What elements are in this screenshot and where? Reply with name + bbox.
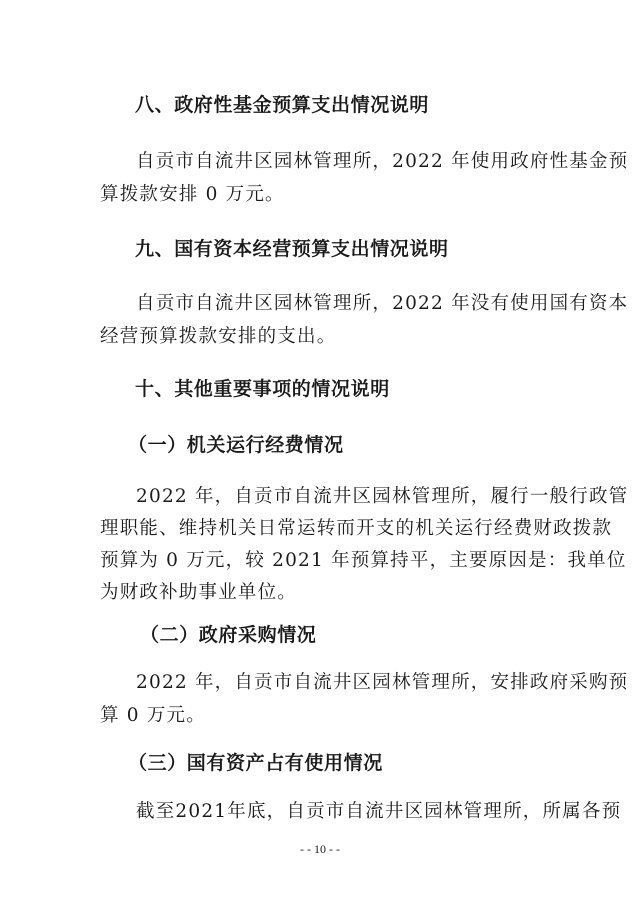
section-8-heading: 八、政府性基金预算支出情况说明 xyxy=(135,94,430,116)
section-8-line-1: 自贡市自流井区园林管理所，2022 年使用政府性基金预 xyxy=(136,151,629,172)
section-9-line-1: 自贡市自流井区园林管理所，2022 年没有使用国有资本 xyxy=(136,293,629,314)
section-8-line-2: 算拨款安排 0 万元。 xyxy=(100,184,285,205)
subsection-1-line-4: 为财政补助事业单位。 xyxy=(100,582,298,603)
subsection-2-line-1: 2022 年，自贡市自流井区园林管理所，安排政府采购预 xyxy=(136,672,629,693)
subsection-3-line-1: 截至2021年底，自贡市自流井区园林管理所，所属各预 xyxy=(136,801,622,822)
subsection-1-line-2: 理职能、维持机关日常运转而开支的机关运行经费财政拨款 xyxy=(100,518,613,539)
section-10-heading: 十、其他重要事项的情况说明 xyxy=(135,378,390,400)
subsection-3-heading: （三）国有资产占有使用情况 xyxy=(128,752,383,774)
subsection-2-heading: （二）政府采购情况 xyxy=(140,624,317,646)
section-9-line-2: 经营预算拨款安排的支出。 xyxy=(100,326,337,347)
subsection-2-line-2: 算 0 万元。 xyxy=(100,705,206,726)
page-number: - - 10 - - xyxy=(300,842,340,856)
subsection-1-line-3: 预算为 0 万元，较 2021 年预算持平，主要原因是：我单位 xyxy=(100,550,627,571)
subsection-1-line-1: 2022 年，自贡市自流井区园林管理所，履行一般行政管 xyxy=(136,486,629,507)
subsection-1-heading: （一）机关运行经费情况 xyxy=(128,434,344,456)
section-9-heading: 九、国有资本经营预算支出情况说明 xyxy=(135,238,449,260)
